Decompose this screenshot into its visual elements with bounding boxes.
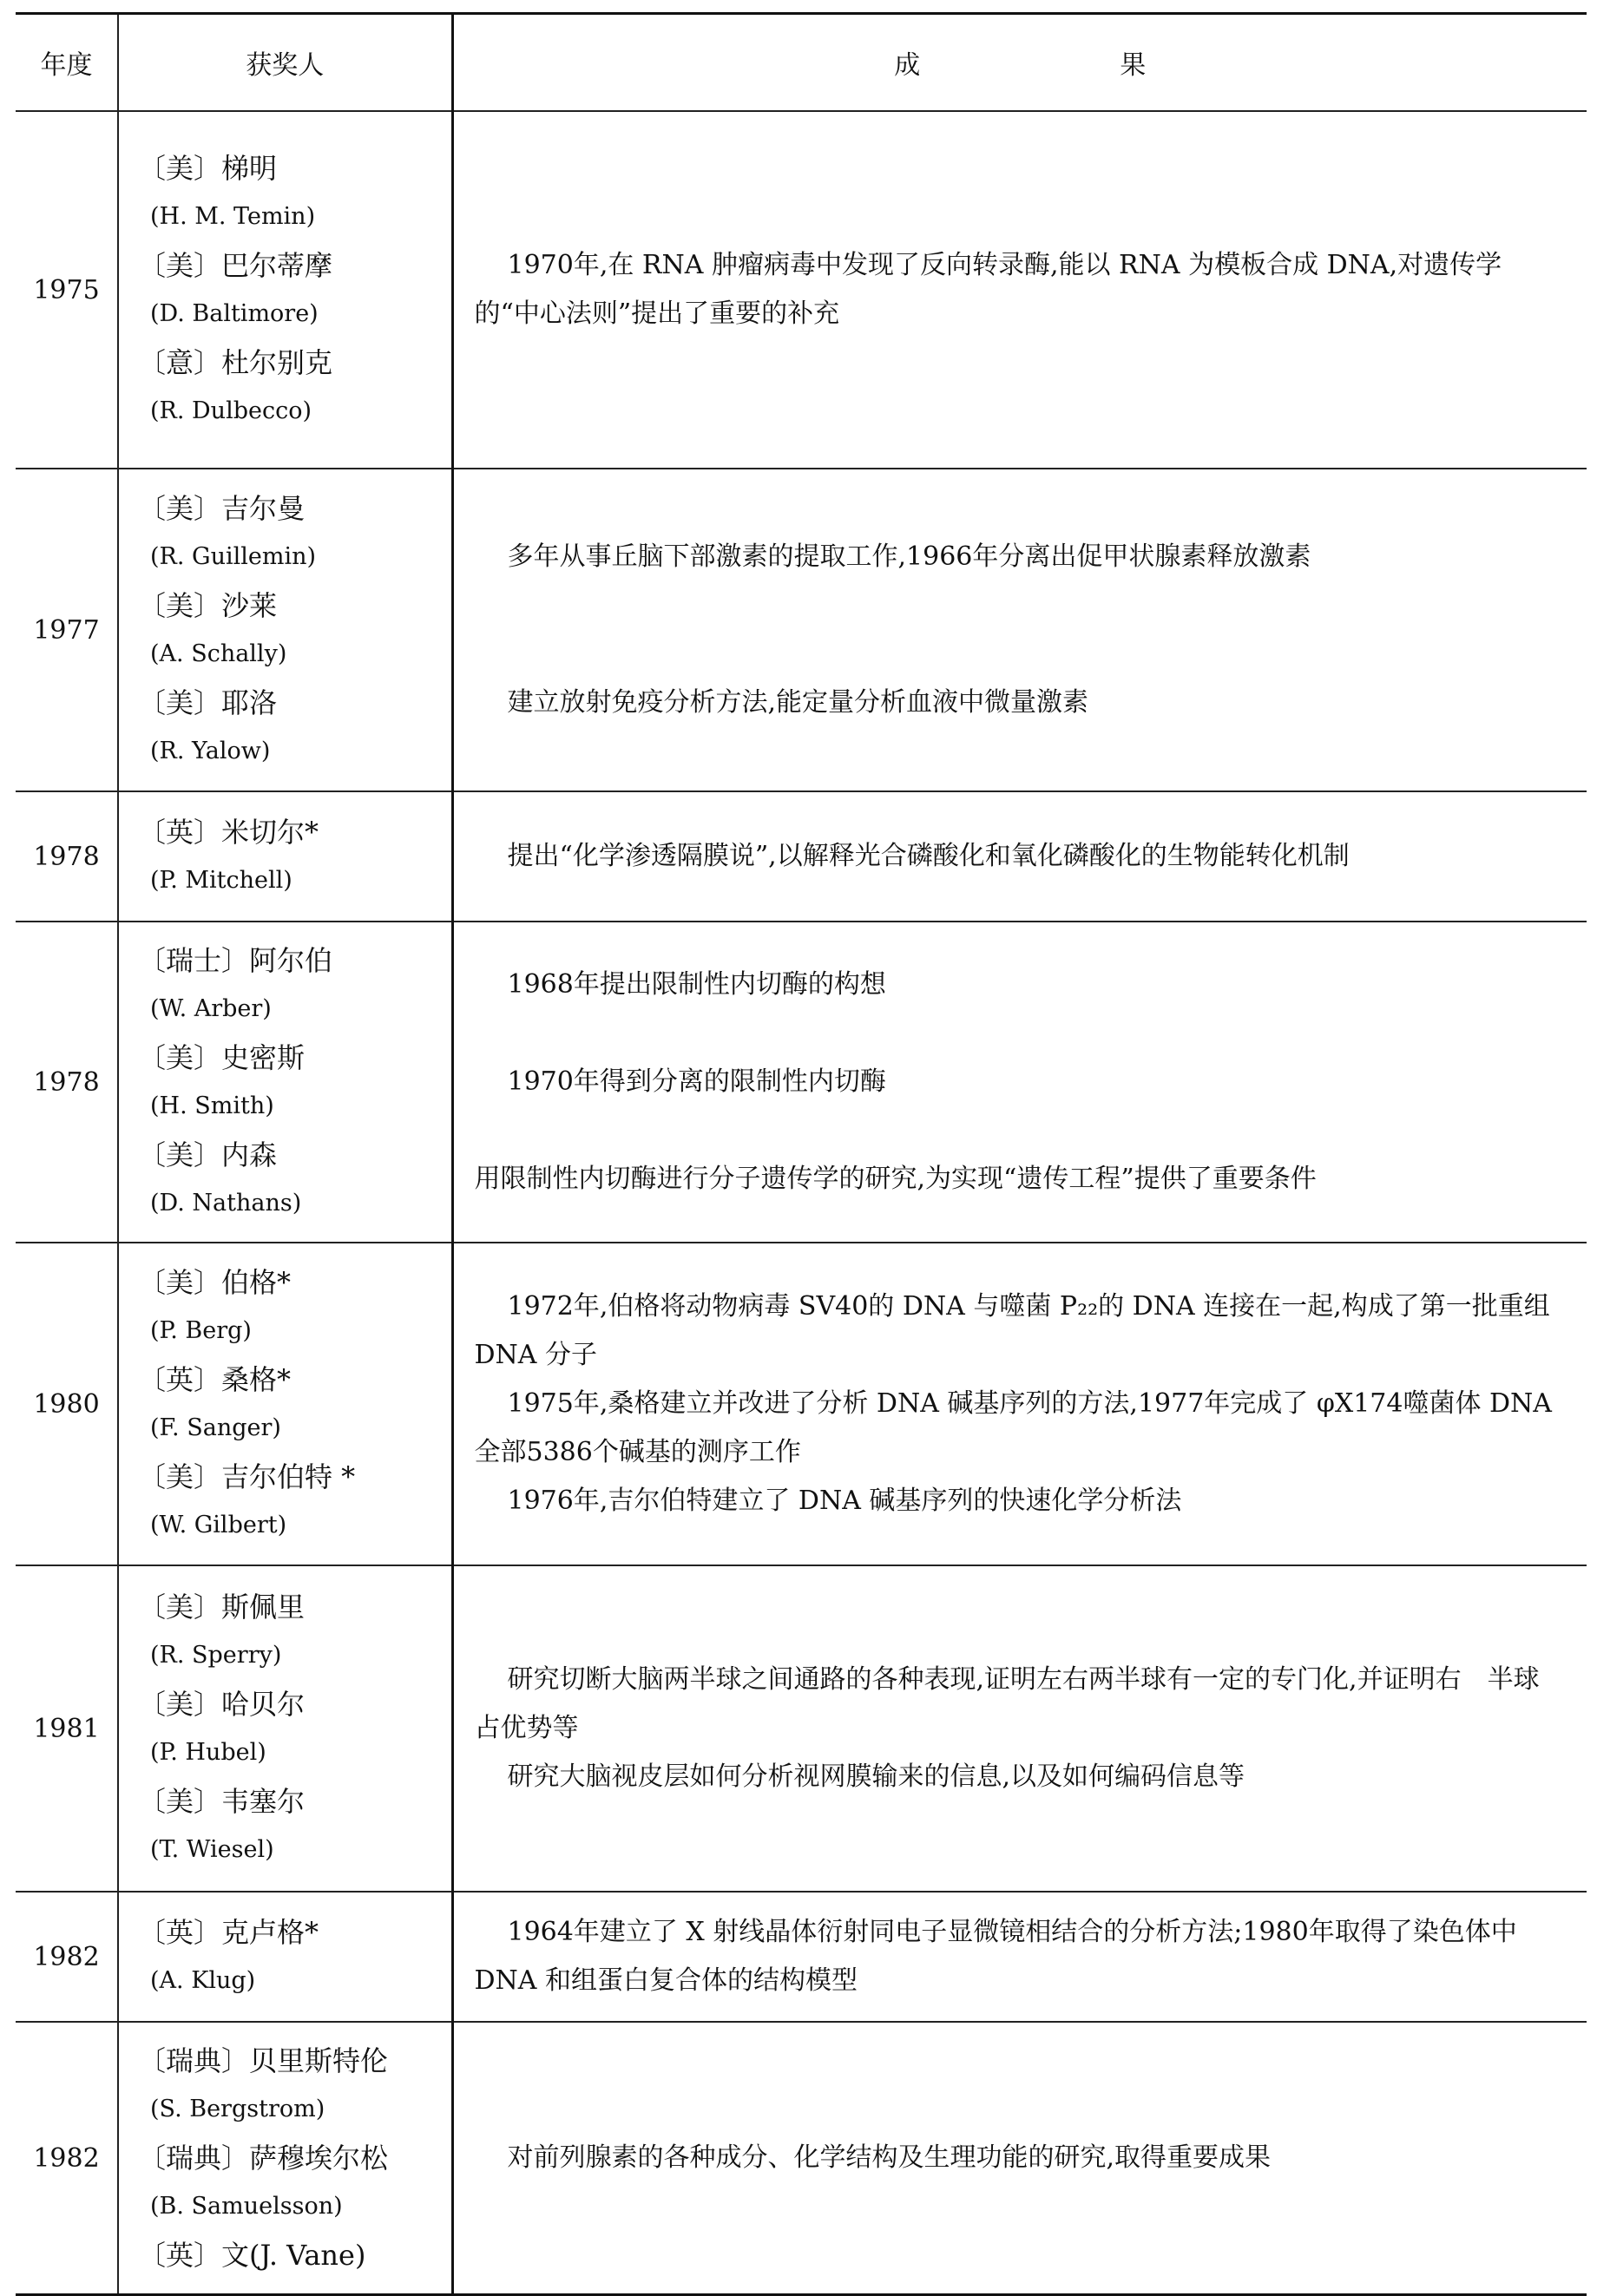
winner xyxy=(138,1033,451,1131)
achievement-text: 研究大脑视皮层如何分析视网膜输来的信息,以及如何编码信息等 xyxy=(507,1761,1245,1792)
year-cell: 1982 xyxy=(16,2022,118,2295)
winner-name-cn: 〔英〕米切尔* xyxy=(138,816,319,849)
winner xyxy=(138,936,451,1033)
winner xyxy=(138,1908,451,2005)
winner-name-en: (R. Yalow) xyxy=(150,738,271,764)
winner-name-en: (A. Klug) xyxy=(150,1967,256,1994)
winner-name-cn: 〔美〕史密斯 xyxy=(138,1041,306,1074)
winner xyxy=(138,679,451,776)
winner-name-cn: 〔英〕桑格* xyxy=(138,1363,292,1396)
winner-name-cn: 〔美〕伯格* xyxy=(138,1266,292,1299)
winner-name-en: (H. M. Temin) xyxy=(150,203,316,230)
winner-name-cn: 〔瑞典〕萨穆埃尔松 xyxy=(138,2142,389,2175)
achievement-text: 1972年,伯格将动物病毒 SV40的 DNA 与噬菌 P₂₂的 DNA 连接在一起,构成了第一批重组 DNA 分子 xyxy=(474,1291,1550,1370)
table-row xyxy=(16,1892,1587,2022)
achievement-text: 用限制性内切酶进行分子遗传学的研究,为实现“遗传工程”提供了重要条件 xyxy=(474,1164,1317,1194)
winner-name-en: (H. Smith) xyxy=(150,1092,274,1119)
winner xyxy=(138,241,451,338)
winners-cell xyxy=(118,1892,452,2022)
nobel-award-table xyxy=(16,12,1587,2296)
winner-name-en: (D. Nathans) xyxy=(150,1190,302,1217)
winner xyxy=(138,484,451,581)
winner-name-cn: 〔美〕哈贝尔 xyxy=(138,1688,306,1721)
achievement-text: 1964年建立了 X 射线晶体衍射同电子显微镜相结合的分析方法;1980年取得了染色体中 DNA 和组蛋白复合体的结构模型 xyxy=(474,1917,1517,1996)
winners-cell xyxy=(118,1565,452,1892)
winners-cell xyxy=(118,469,452,791)
table-row xyxy=(16,1565,1587,1892)
document-page xyxy=(16,12,1587,2296)
winner-name-en: (P. Hubel) xyxy=(150,1739,266,1766)
achievement-text: 提出“化学渗透隔膜说”,以解释光合磷酸化和氧化磷酸化的生物能转化机制 xyxy=(507,841,1350,871)
year-cell: 1981 xyxy=(16,1565,118,1892)
winner xyxy=(138,1453,451,1550)
header-achievement: 成果 xyxy=(452,14,1587,112)
winner-name-en: (B. Samuelsson) xyxy=(150,2193,343,2220)
winner-name-cn: 〔美〕梯明 xyxy=(138,152,278,185)
achievement-text: 1970年,在 RNA 肿瘤病毒中发现了反向转录酶,能以 RNA 为模板合成 DNA,对遗传学的“中心法则”提出了重要的补充 xyxy=(474,250,1502,329)
winner-name-cn: 〔瑞典〕贝里斯特伦 xyxy=(138,2044,389,2077)
winner-name-en: (P. Mitchell) xyxy=(150,867,292,894)
winner-name-cn: 〔美〕斯佩里 xyxy=(138,1591,306,1624)
achievement-cell xyxy=(452,469,1587,791)
table-header-row xyxy=(16,14,1587,112)
winner-name-en: (A. Schally) xyxy=(150,640,287,667)
winner-name-cn: 〔美〕耶洛 xyxy=(138,686,278,719)
table-row xyxy=(16,791,1587,922)
achievement-text: 研究切断大脑两半球之间通路的各种表现,证明左右两半球有一定的专门化,并证明右 半球占优势等 xyxy=(474,1664,1540,1743)
achievement-text: 1976年,吉尔伯特建立了 DNA 碱基序列的快速化学分析法 xyxy=(507,1486,1182,1516)
achievement-cell xyxy=(452,922,1587,1243)
winner-name-cn: 〔美〕吉尔曼 xyxy=(138,492,306,525)
winner-name-cn: 〔英〕文(J. Vane) xyxy=(138,2239,366,2272)
winner xyxy=(138,1258,451,1355)
year-cell: 1977 xyxy=(16,469,118,791)
winner-name-en: (W. Gilbert) xyxy=(150,1512,287,1538)
achievement-text: 对前列腺素的各种成分、化学结构及生理功能的研究,取得重要成果 xyxy=(507,2142,1272,2173)
winner xyxy=(138,2231,451,2280)
year-cell: 1978 xyxy=(16,791,118,922)
year-cell: 1980 xyxy=(16,1243,118,1565)
winner xyxy=(138,581,451,679)
winner-name-en: (R. Sperry) xyxy=(150,1642,282,1669)
winner-name-en: (S. Bergstrom) xyxy=(150,2096,325,2122)
table-row xyxy=(16,2022,1587,2295)
achievement-cell xyxy=(452,1892,1587,2022)
header-year: 年度 xyxy=(16,14,118,112)
achievement-text: 建立放射免疫分析方法,能定量分析血液中微量激素 xyxy=(507,687,1089,718)
winners-cell xyxy=(118,111,452,469)
achievement-cell xyxy=(452,2022,1587,2295)
winner-name-en: (P. Berg) xyxy=(150,1317,252,1344)
achievement-text: 1975年,桑格建立并改进了分析 DNA 碱基序列的方法,1977年完成了 φX174噬菌体 DNA 全部5386个碱基的测序工作 xyxy=(474,1388,1552,1467)
achievement-cell xyxy=(452,791,1587,922)
achievement-cell xyxy=(452,1243,1587,1565)
achievement-cell xyxy=(452,111,1587,469)
table-row xyxy=(16,922,1587,1243)
winner-name-cn: 〔美〕沙莱 xyxy=(138,589,278,622)
winner-name-cn: 〔瑞士〕阿尔伯 xyxy=(138,944,333,977)
achievement-cell xyxy=(452,1565,1587,1892)
year-cell: 1982 xyxy=(16,1892,118,2022)
winner xyxy=(138,338,451,436)
winner-name-cn: 〔美〕内森 xyxy=(138,1138,278,1171)
winner-name-cn: 〔意〕杜尔别克 xyxy=(138,346,333,379)
year-cell: 1975 xyxy=(16,111,118,469)
winner-name-cn: 〔英〕克卢格* xyxy=(138,1916,319,1949)
winners-cell xyxy=(118,1243,452,1565)
winner xyxy=(138,1583,451,1680)
table-row xyxy=(16,469,1587,791)
winners-cell xyxy=(118,2022,452,2295)
achievement-text: 多年从事丘脑下部激素的提取工作,1966年分离出促甲状腺素释放激素 xyxy=(507,541,1311,572)
winner xyxy=(138,2134,451,2231)
table-row xyxy=(16,111,1587,469)
winner-name-cn: 〔美〕吉尔伯特 * xyxy=(138,1460,356,1493)
winner-name-en: (R. Guillemin) xyxy=(150,543,317,570)
winner xyxy=(138,2037,451,2134)
winner xyxy=(138,1680,451,1777)
winner xyxy=(138,1355,451,1453)
winner xyxy=(138,144,451,241)
header-winners: 获奖人 xyxy=(118,14,452,112)
winner-name-en: (T. Wiesel) xyxy=(150,1836,274,1863)
winner xyxy=(138,808,451,905)
winner-name-cn: 〔美〕韦塞尔 xyxy=(138,1785,306,1818)
winner-name-en: (D. Baltimore) xyxy=(150,300,319,327)
achievement-text: 1968年提出限制性内切酶的构想 xyxy=(507,969,886,1000)
winner xyxy=(138,1131,451,1228)
table-row xyxy=(16,1243,1587,1565)
winner-name-en: (F. Sanger) xyxy=(150,1414,281,1441)
winners-cell xyxy=(118,791,452,922)
achievement-text: 1970年得到分离的限制性内切酶 xyxy=(507,1066,886,1097)
winner-name-cn: 〔美〕巴尔蒂摩 xyxy=(138,249,333,282)
winner xyxy=(138,1777,451,1874)
winner-name-en: (R. Dulbecco) xyxy=(150,397,312,424)
year-cell: 1978 xyxy=(16,922,118,1243)
winner-name-en: (W. Arber) xyxy=(150,995,272,1022)
winners-cell xyxy=(118,922,452,1243)
